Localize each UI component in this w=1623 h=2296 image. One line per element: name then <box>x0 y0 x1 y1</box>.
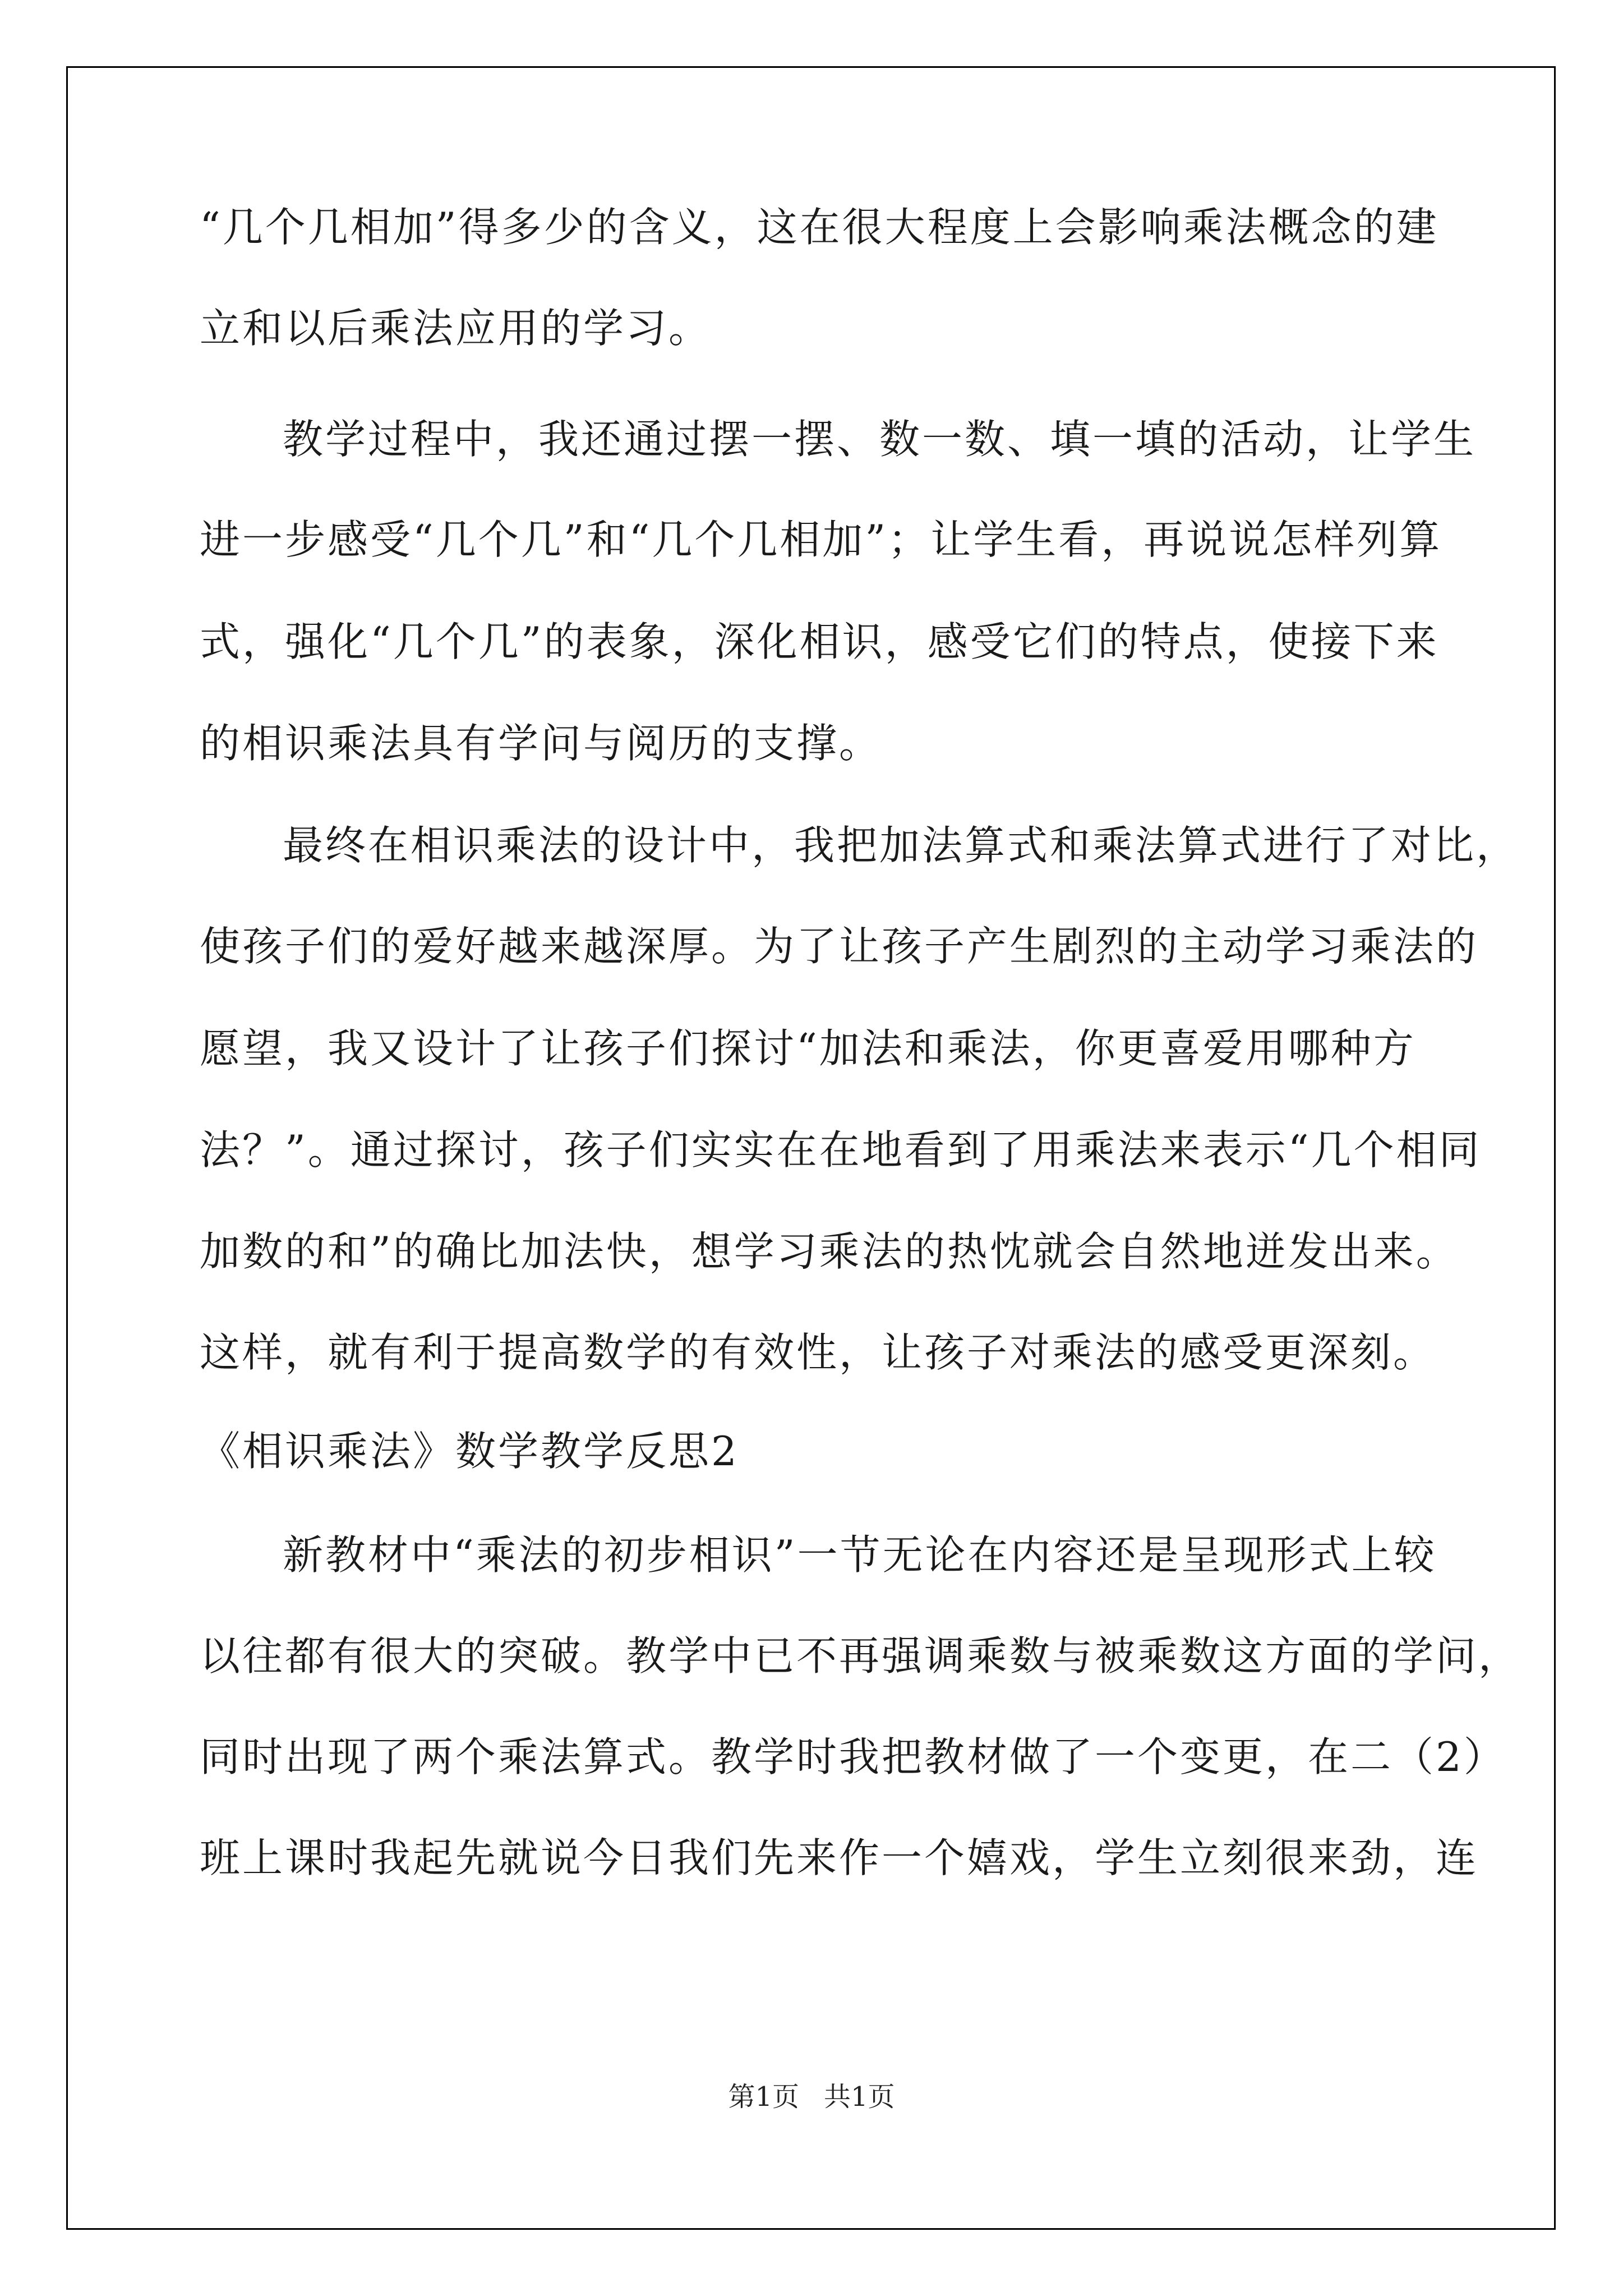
text-line: 同时出现了两个乘法算式。教学时我把教材做了一个变更，在二（2） <box>200 1733 1506 1780</box>
text-line: 以往都有很大的突破。教学中已不再强调乘数与被乘数这方面的学问， <box>200 1632 1521 1680</box>
section-heading: 《相识乘法》数学教学反思2 <box>200 1428 739 1475</box>
text-line: 立和以后乘法应用的学习。 <box>200 305 712 352</box>
page-total: 共1页 <box>824 2081 895 2113</box>
text-line: 新教材中“乘法的初步相识”一节无论在内容还是呈现形式上较 <box>283 1531 1437 1579</box>
page-number: 第1页 <box>728 2081 799 2113</box>
text-line: 教学过程中，我还通过摆一摆、数一数、填一填的活动，让学生 <box>283 416 1477 463</box>
text-line: 的相识乘法具有学问与阅历的支撑。 <box>200 720 882 767</box>
text-line: 式，强化“几个几”的表象，深化相识，感受它们的特点，使接下来 <box>200 618 1439 665</box>
text-line: 加数的和”的确比加法快，想学习乘法的热忱就会自然地迸发出来。 <box>200 1228 1459 1275</box>
text-line: 愿望，我又设计了让孩子们探讨“加法和乘法，你更喜爱用哪种方 <box>200 1025 1416 1072</box>
text-line: 班上课时我起先就说今日我们先来作一个嬉戏，学生立刻很来劲，连 <box>200 1834 1479 1881</box>
text-line: 使孩子们的爱好越来越深厚。为了让孩子产生剧烈的主动学习乘法的 <box>200 923 1479 970</box>
text-line: 最终在相识乘法的设计中，我把加法算式和乘法算式进行了对比， <box>283 822 1519 869</box>
text-line: 法？”。通过探讨，孩子们实实在在地看到了用乘法来表示“几个相同 <box>200 1126 1482 1174</box>
text-line: 进一步感受“几个几”和“几个几相加”；让学生看，再说说怎样列算 <box>200 516 1442 563</box>
text-line: 这样，就有利于提高数学的有效性，让孩子对乘法的感受更深刻。 <box>200 1329 1436 1376</box>
text-line: “几个几相加”得多少的含义，这在很大程度上会影响乘法概念的建 <box>200 204 1439 251</box>
page-footer <box>0 2080 1623 2114</box>
